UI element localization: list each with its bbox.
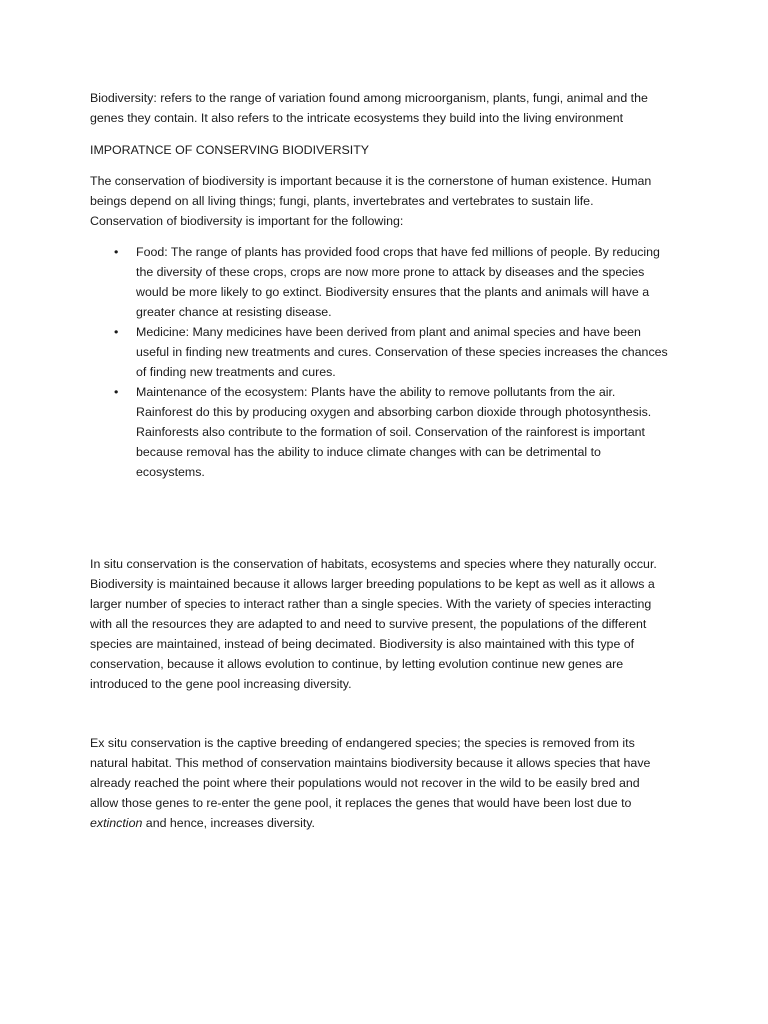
bullet-symbol: •	[114, 325, 119, 339]
text-line: Biodiversity: refers to the range of variation found among microorganism, plants, fungi, animal and the	[90, 91, 648, 105]
text-line: because removal has the ability to induce climate changes with can be detrimental to	[136, 445, 601, 459]
text-line: Conservation of biodiversity is important for the following:	[90, 214, 404, 228]
definition-paragraph	[90, 88, 680, 128]
intro-paragraph	[90, 171, 680, 231]
text-line: introduced to the gene pool increasing diversity.	[90, 677, 352, 691]
bullet-symbol: •	[114, 385, 119, 399]
text-fragment: and hence, increases diversity.	[142, 816, 315, 830]
text-line: already reached the point where their populations would not recover in the wild to be easily bred and	[90, 776, 640, 790]
text-line: larger number of species to interact rather than a single species. With the variety of species interacting	[90, 597, 652, 611]
text-line: Food: The range of plants has provided food crops that have fed millions of people. By reducing	[136, 245, 660, 259]
text-line: Biodiversity is maintained because it allows larger breeding populations to be kept as well as it allows a	[90, 577, 655, 591]
text-line: useful in finding new treatments and cures. Conservation of these species increases the chances	[136, 345, 668, 359]
text-line: greater chance at resisting disease.	[136, 305, 332, 319]
text-line: Maintenance of the ecosystem: Plants have the ability to remove pollutants from the air.	[136, 385, 616, 399]
text-line: natural habitat. This method of conservation maintains biodiversity because it allows species that have	[90, 756, 651, 770]
text-line: allow those genes to re-enter the gene pool, it replaces the genes that would have been lost due to	[90, 796, 632, 810]
text-line: genes they contain. It also refers to the intricate ecosystems they build into the living environment	[90, 111, 624, 125]
text-line: In situ conservation is the conservation of habitats, ecosystems and species where they naturally occur.	[90, 557, 657, 571]
text-line: Medicine: Many medicines have been derived from plant and animal species and have been	[136, 325, 641, 339]
bullet-symbol: •	[114, 245, 119, 259]
importance-list	[90, 242, 690, 482]
text-line: The conservation of biodiversity is important because it is the cornerstone of human existence. Human	[90, 174, 652, 188]
text-line-last	[90, 813, 680, 833]
text-line: Rainforests also contribute to the formation of soil. Conservation of the rainforest is important	[136, 425, 645, 439]
text-line: ecosystems.	[136, 465, 205, 479]
text-line: species are maintained, instead of being decimated. Biodiversity is also maintained with this type of	[90, 637, 635, 651]
list-item-food	[90, 242, 690, 322]
ex-situ-paragraph	[90, 733, 680, 833]
text-line: conservation, because it allows evolution to continue, by letting evolution continue new genes are	[90, 657, 624, 671]
text-line: Ex situ conservation is the captive breeding of endangered species; the species is removed from its	[90, 736, 635, 750]
text-line: beings depend on all living things; fungi, plants, invertebrates and vertebrates to sustain life.	[90, 194, 594, 208]
text-line: with all the resources they are adapted to and need to survive present, the populations of the different	[90, 617, 647, 631]
text-line: would be more likely to go extinct. Biodiversity ensures that the plants and animals will have a	[136, 285, 650, 299]
italic-word: extinction	[90, 816, 143, 830]
in-situ-paragraph	[90, 554, 680, 694]
section-heading: IMPORATNCE OF CONSERVING BIODIVERSITY	[90, 143, 370, 157]
list-item-medicine	[90, 322, 690, 382]
list-item-ecosystem	[90, 382, 690, 482]
text-line: the diversity of these crops, crops are now more prone to attack by diseases and the species	[136, 265, 645, 279]
text-line: of finding new treatments and cures.	[136, 365, 336, 379]
text-line: Rainforest do this by producing oxygen and absorbing carbon dioxide through photosynthesis.	[136, 405, 652, 419]
